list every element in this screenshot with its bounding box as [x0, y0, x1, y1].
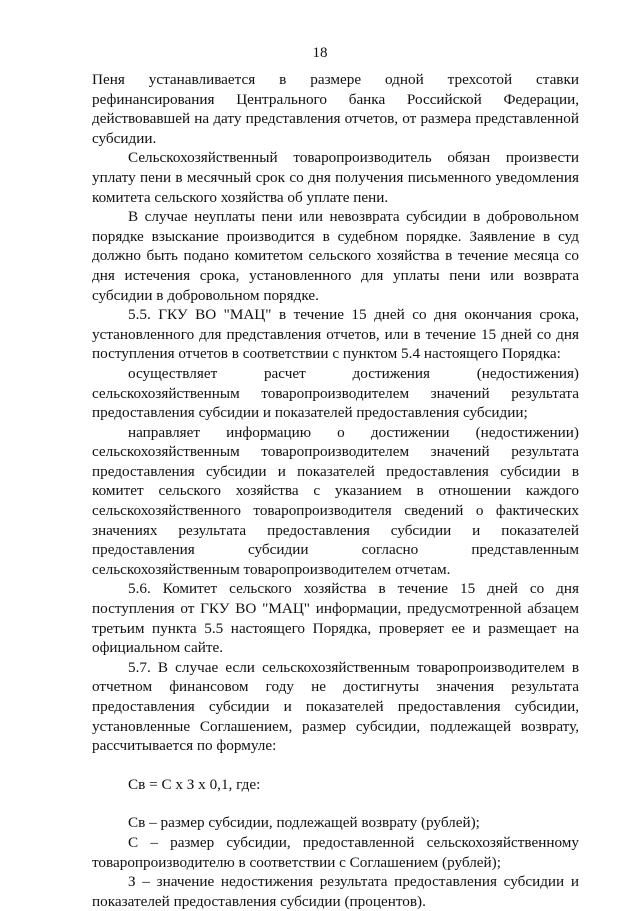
- paragraph-5-6: 5.6. Комитет сельского хозяйства в течение 15 дней со дня поступления от ГКУ ВО "МАЦ" информации, предусмотренной абзацем третьим пункта 5.5 настоящего Порядка, проверяет ее и размещает на официальном сайте.: [92, 580, 579, 657]
- paragraph-court-recovery: В случае неуплаты пени или невозврата субсидии в добровольном порядке взыскание производится в судебном порядке. Заявление в суд должно быть подано комитетом сельского хозяйства в течение месяца со дня истечения срока, установленного для уплаты пени или возврата субсидии в добровольном порядке.: [92, 208, 579, 304]
- definition-z: З – значение недостижения результата предоставления субсидии и показателей предоставления субсидии (процентов).: [92, 873, 579, 910]
- paragraph-information: направляет информацию о достижении (недостижении) сельскохозяйственным товаропроизводителем значений результата предоставления субсидии и показателей предоставления субсидии в комитет сельского хозяйства с указанием в отношении каждого сельскохозяйственного товаропроизводителя сведений о фактических значениях результата предоставления субсидии и показателей предоставления субсидии согласно представленным сельскохозяйственным товаропроизводителем отчетам.: [92, 423, 579, 578]
- definition-s: С – размер субсидии, предоставленной сельскохозяйственному товаропроизводителю в соответствии с Соглашением (рублей);: [92, 833, 579, 871]
- paragraph-calculation: осуществляет расчет достижения (недостижения) сельскохозяйственным товаропроизводителем значений результата предоставления субсидии и показателей предоставления субсидии;: [92, 364, 579, 422]
- paragraph-penalty-rate: Пеня устанавливается в размере одной трехсотой ставки рефинансирования Центрального банка Российской Федерации, действовавшей на дату представления отчетов, от размера представленной субсидии.: [92, 71, 579, 147]
- paragraph-5-7: 5.7. В случае если сельскохозяйственным товаропроизводителем в отчетном финансовом году не достигнуты значения результата предоставления субсидии и показателей предоставления субсидии, установленные Соглашением, размер субсидии, подлежащей возврату, рассчитывается по формуле:: [92, 658, 579, 755]
- definition-sv: Св – размер субсидии, подлежащей возврату (рублей);: [128, 814, 480, 832]
- paragraph-5-5: 5.5. ГКУ ВО "МАЦ" в течение 15 дней со дня окончания срока, установленного для представления отчетов, или в течение 15 дней со дня поступления отчетов в соответствии с пунктом 5.4 настоящего Порядка:: [92, 306, 579, 363]
- formula: Св = С х З х 0,1, где:: [128, 775, 261, 793]
- page-number: 18: [312, 45, 328, 61]
- paragraph-penalty-payment: Сельскохозяйственный товаропроизводитель обязан произвести уплату пени в месячный срок со дня получения письменного уведомления комитета сельского хозяйства об уплате пени.: [92, 149, 579, 206]
- document-body: [92, 70, 579, 911]
